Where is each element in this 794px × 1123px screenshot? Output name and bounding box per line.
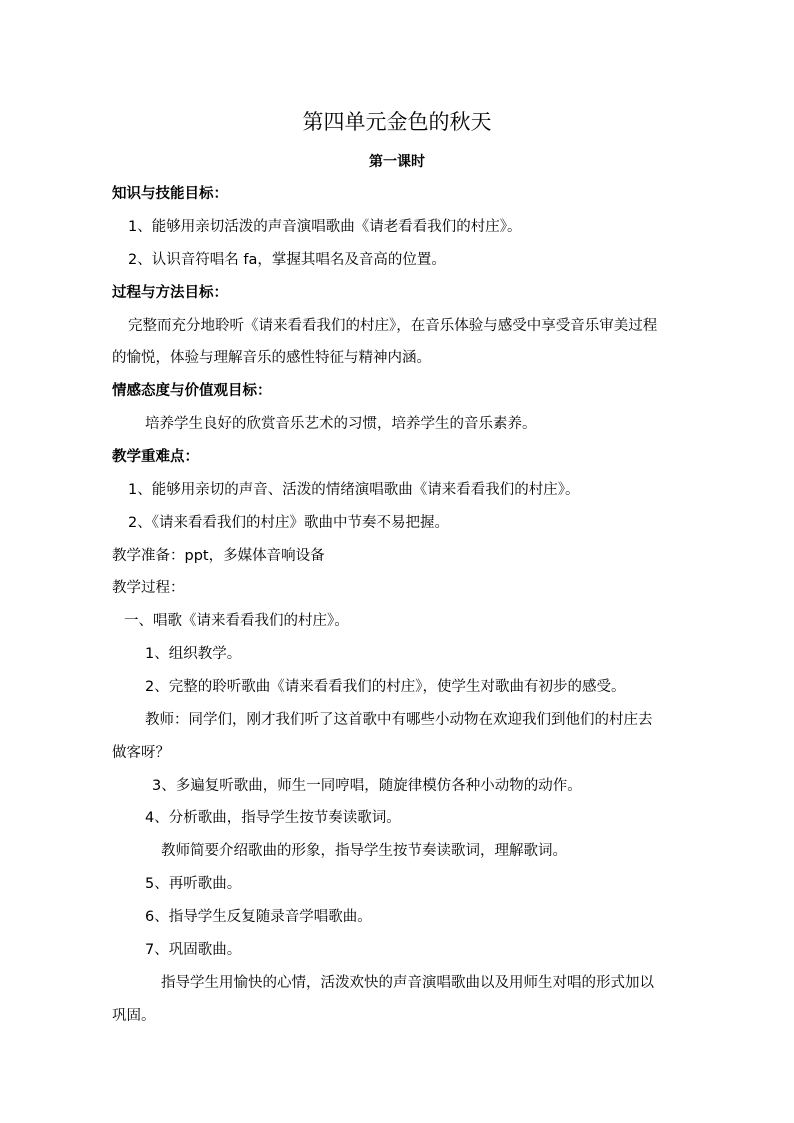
paragraph-line: 的愉悦，体验与理解音乐的感性特征与精神内涵。 <box>112 350 431 366</box>
paragraph-line: 巩固。 <box>112 1008 156 1024</box>
paragraph-line: 1、组织教学。 <box>145 646 242 662</box>
paragraph-line: 一、唱歌《请来看看我们的村庄》。 <box>124 613 349 629</box>
section-heading-key-points: 教学重难点： <box>112 449 199 465</box>
paragraph-line: 4、分析歌曲，指导学生按节奏读歌词。 <box>145 810 401 826</box>
paragraph-line: 2、《请来看看我们的村庄》歌曲中节奏不易把握。 <box>128 515 449 531</box>
paragraph-line: 培养学生良好的欣赏音乐艺术的习惯，培养学生的音乐素养。 <box>145 416 537 432</box>
paragraph-line: 2、完整的聆听歌曲《请来看看我们的村庄》，使学生对歌曲有初步的感受。 <box>145 679 626 695</box>
paragraph-line: 教师简要介绍歌曲的形象，指导学生按节奏读歌词，理解歌词。 <box>161 843 567 859</box>
paragraph-line: 教学准备：ppt，多媒体音响设备 <box>112 548 325 564</box>
paragraph-line: 3、多遍复听歌曲，师生一同哼唱，随旋律模仿各种小动物的动作。 <box>152 778 582 794</box>
paragraph-line: 完整而充分地聆听《请来看看我们的村庄》，在音乐体验与感受中享受音乐审美过程 <box>128 318 658 334</box>
paragraph-line: 指导学生用愉快的心情，活泼欢快的声音演唱歌曲以及用师生对唱的形式加以 <box>161 975 654 991</box>
section-heading-emotion: 情感态度与价值观目标： <box>112 383 272 399</box>
paragraph-line: 1、能够用亲切活泼的声音演唱歌曲《请老看看我们的村庄》。 <box>128 219 522 235</box>
paragraph-line: 2、认识音符唱名 fa，掌握其唱名及音高的位置。 <box>128 252 446 268</box>
document-title: 第四单元金色的秋天 <box>302 110 492 134</box>
paragraph-line: 1、能够用亲切的声音、活泼的情绪演唱歌曲《请来看看我们的村庄》。 <box>128 482 580 498</box>
paragraph-line: 6、指导学生反复随录音学唱歌曲。 <box>145 909 372 925</box>
section-heading-knowledge: 知识与技能目标： <box>112 186 228 202</box>
paragraph-line: 7、巩固歌曲。 <box>145 942 242 958</box>
paragraph-line: 教师：同学们，刚才我们听了这首歌中有哪些小动物在欢迎我们到他们的村庄去 <box>145 712 653 728</box>
paragraph-line: 教学过程： <box>112 580 185 596</box>
paragraph-line: 5、再听歌曲。 <box>145 876 242 892</box>
document-subtitle: 第一课时 <box>369 154 425 170</box>
section-heading-process: 过程与方法目标： <box>112 285 228 301</box>
paragraph-line: 做客呀？ <box>112 745 170 761</box>
